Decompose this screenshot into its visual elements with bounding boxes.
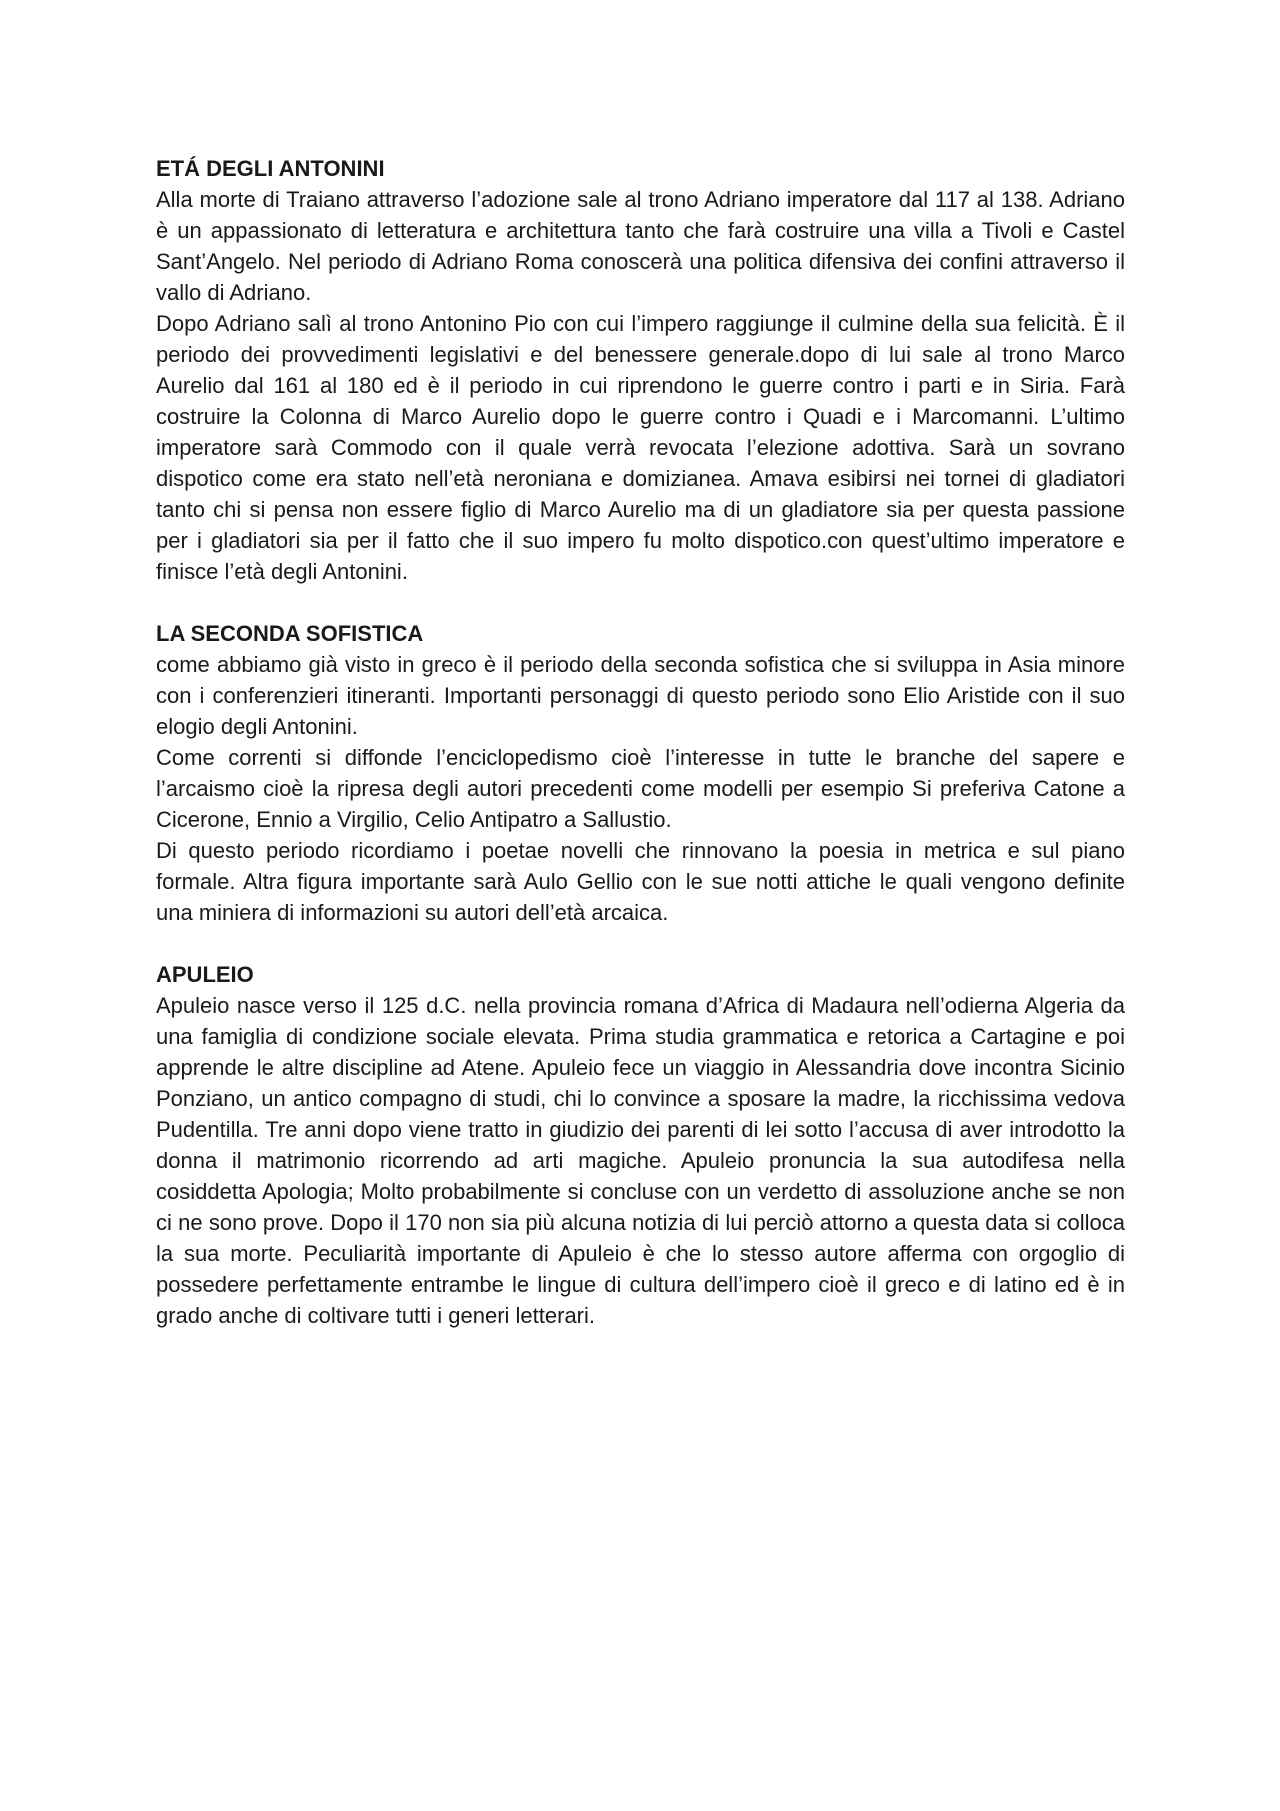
section-apuleio	[156, 959, 1125, 1331]
paragraph: Di questo periodo ricordiamo i poetae novelli che rinnovano la poesia in metrica e sul piano formale. Altra figura importante sarà Aulo Gellio con le sue notti attiche le quali vengono definite una miniera di informazioni su autori dell’età arcaica.	[156, 838, 1125, 925]
section-heading: LA SECONDA SOFISTICA	[156, 621, 424, 646]
paragraph: come abbiamo già visto in greco è il periodo della seconda sofistica che si sviluppa in Asia minore con i conferenzieri itineranti. Importanti personaggi di questo periodo sono Elio Aristide con il suo elogio degli Antonini.	[156, 652, 1125, 739]
section-heading: APULEIO	[156, 962, 254, 987]
section-seconda-sofistica	[156, 618, 1125, 928]
section-eta-degli-antonini	[156, 153, 1125, 587]
section-heading: ETÁ DEGLI ANTONINI	[156, 156, 385, 181]
document-page	[156, 153, 1125, 1331]
paragraph: Alla morte di Traiano attraverso l’adozione sale al trono Adriano imperatore dal 117 al 138. Adriano è un appassionato di letteratura e architettura tanto che farà costruire una villa a Tivoli e Castel Sant’Angelo. Nel periodo di Adriano Roma conoscerà una politica difensiva dei confini attraverso il vallo di Adriano.	[156, 187, 1125, 305]
paragraph: Dopo Adriano salì al trono Antonino Pio con cui l’impero raggiunge il culmine della sua felicità. È il periodo dei provvedimenti legislativi e del benessere generale.dopo di lui sale al trono Marco Aurelio dal 161 al 180 ed è il periodo in cui riprendono le guerre contro i parti e in Siria. Farà costruire la Colonna di Marco Aurelio dopo le guerre contro i Quadi e i Marcomanni. L’ultimo imperatore sarà Commodo con il quale verrà revocata l’elezione adottiva. Sarà un sovrano dispotico come era stato nell’età neroniana e domizianea. Amava esibirsi nei tornei di gladiatori tanto chi si pensa non essere figlio di Marco Aurelio ma di un gladiatore sia per questa passione per i gladiatori sia per il fatto che il suo impero fu molto dispotico.con quest’ultimo imperatore e finisce l’età degli Antonini.	[156, 311, 1125, 584]
paragraph: Come correnti si diffonde l’enciclopedismo cioè l’interesse in tutte le branche del sapere e l’arcaismo cioè la ripresa degli autori precedenti come modelli per esempio Si preferiva Catone a Cicerone, Ennio a Virgilio, Celio Antipatro a Sallustio.	[156, 745, 1125, 832]
paragraph: Apuleio nasce verso il 125 d.C. nella provincia romana d’Africa di Madaura nell’odierna Algeria da una famiglia di condizione sociale elevata. Prima studia grammatica e retorica a Cartagine e poi apprende le altre discipline ad Atene. Apuleio fece un viaggio in Alessandria dove incontra Sicinio Ponziano, un antico compagno di studi, chi lo convince a sposare la madre, la ricchissima vedova Pudentilla. Tre anni dopo viene tratto in giudizio dei parenti di lei sotto l’accusa di aver introdotto la donna il matrimonio ricorrendo ad arti magiche. Apuleio pronuncia la sua autodifesa nella cosiddetta Apologia; Molto probabilmente si concluse con un verdetto di assoluzione anche se non ci ne sono prove. Dopo il 170 non sia più alcuna notizia di lui perciò attorno a questa data si colloca la sua morte. Peculiarità importante di Apuleio è che lo stesso autore afferma con orgoglio di possedere perfettamente entrambe le lingue di cultura dell’impero cioè il greco e di latino ed è in grado anche di coltivare tutti i generi letterari.	[156, 993, 1125, 1328]
